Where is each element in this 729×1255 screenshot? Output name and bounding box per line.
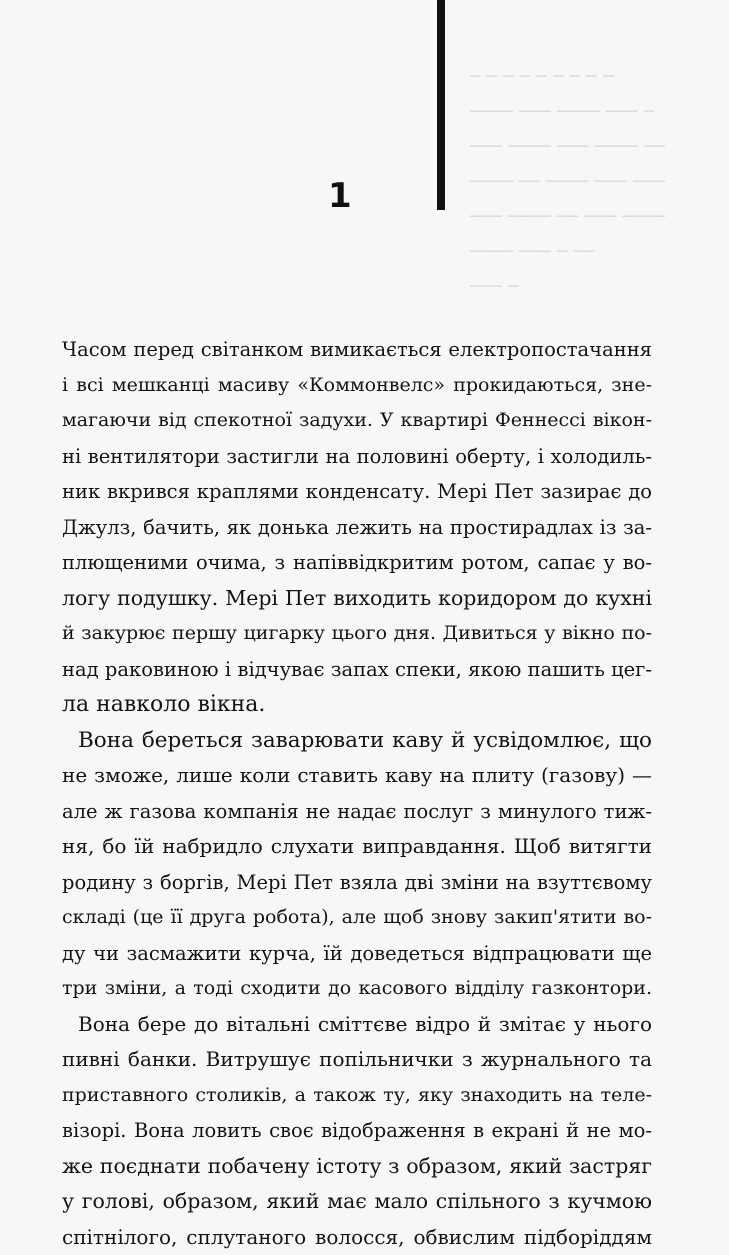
text-line: але ж газова компанія не надає послуг з минулого тиж- — [62, 794, 652, 830]
text-line: не зможе, лише коли ставить каву на плиту (газову) — — [62, 758, 652, 794]
text-line: магаючи від спекотної задухи. У квартирі Феннессі вікон- — [62, 403, 652, 439]
text-line: й закурює першу цигарку цього дня. Дивиться у вікно по- — [62, 616, 652, 652]
chapter-number: 1 — [328, 176, 352, 216]
text-line: ник вкрився краплями конденсату. Мері Пет зазирає до — [62, 474, 652, 510]
text-line: і всі мешканці масиву «Коммонвелс» прокидаються, зне- — [62, 368, 652, 404]
chapter-rule — [437, 0, 445, 210]
text-line: родину з боргів, Мері Пет взяла дві зміни на взуттєвому — [62, 865, 652, 901]
text-line: у голові, образом, який має мало спільного з кучмою — [62, 1184, 652, 1220]
text-line: спітнілого, сплутаного волосся, обвислим підборіддям — [62, 1220, 652, 1255]
text-line: пивні банки. Витрушує попільнички з журнального та — [62, 1042, 652, 1078]
text-line: Вона береться заварювати каву й усвідомлює, що — [62, 723, 652, 759]
body-text — [62, 332, 652, 1255]
text-line: ла навколо вікна. — [62, 687, 652, 723]
text-line: ду чи засмажити курча, їй доведеться відпрацювати ще — [62, 936, 652, 972]
text-line: логу подушку. Мері Пет виходить коридором до кухні — [62, 581, 652, 617]
text-line: ня, бо їй набридло слухати виправдання. Щоб витягти — [62, 829, 652, 865]
text-line: плющеними очима, з напіввідкритим ротом, сапає у во- — [62, 545, 652, 581]
text-line: Часом перед світанком вимикається електропостачання — [62, 332, 652, 368]
text-line: Джулз, бачить, як донька лежить на простирадлах із за- — [62, 510, 652, 546]
text-line: ні вентилятори застигли на половині оберту, і холодиль- — [62, 439, 652, 475]
text-line: Вона бере до вітальні сміттєве відро й змітає у нього — [62, 1007, 652, 1043]
text-line: три зміни, а тоді сходити до касового відділу газконтори. — [62, 971, 652, 1007]
bleed-through-text: ─ ─ ─ ─ ─ ─ ─ ─ ─ ──── ─── ──── ─── ─ ─── ──── ─── ──── ── ──── ── ──── ─── ─── ─── ──── ── ─── ──── ──── ─── ─ ── ─── ─ — [470, 60, 720, 320]
text-line: над раковиною і відчуває запах спеки, якою пашить цег- — [62, 652, 652, 688]
text-line: візорі. Вона ловить своє відображення в екрані й не мо- — [62, 1113, 652, 1149]
text-line: приставного столиків, а також ту, яку знаходить на теле- — [62, 1078, 652, 1114]
text-line: складі (це її друга робота), але щоб знову закип'ятити во- — [62, 900, 652, 936]
text-line: же поєднати побачену істоту з образом, який застряг — [62, 1149, 652, 1185]
